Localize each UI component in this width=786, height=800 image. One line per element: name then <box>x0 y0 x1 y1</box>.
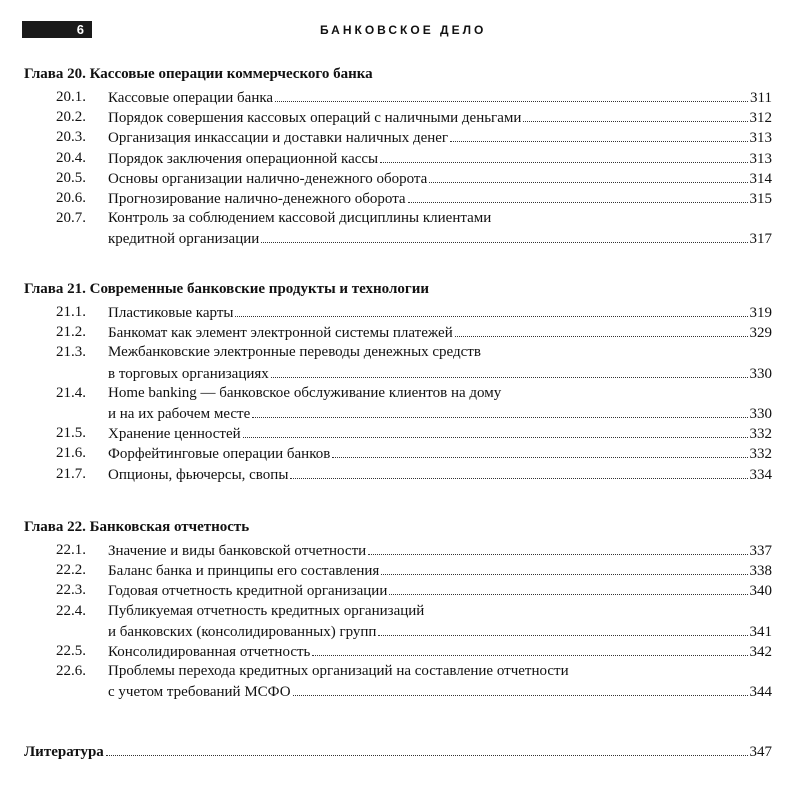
entry-number: 21.2. <box>56 324 86 341</box>
entry-leader-row <box>108 148 772 169</box>
entry-page-number: 341 <box>749 623 772 640</box>
entry-page-number: 314 <box>749 170 772 187</box>
entry-number: 22.3. <box>56 582 86 599</box>
chapter-title: Глава 20. Кассовые операции коммерческого банка <box>24 66 373 82</box>
entry-leader-row <box>108 443 772 464</box>
entry-title-line: Хранение ценностей <box>108 426 241 443</box>
entry-title-line: Порядок заключения операционной кассы <box>108 150 379 167</box>
entry-page-number: 317 <box>749 231 772 248</box>
entry-leader-row <box>108 423 772 444</box>
entry-leader-row <box>108 87 772 108</box>
entry-title-line: Годовая отчетность кредитной организации <box>108 583 388 600</box>
entry-number: 20.4. <box>56 149 86 166</box>
entry-title-line: Home banking — банковское обслуживание клиентов на дому <box>108 384 502 401</box>
entry-number: 21.6. <box>56 445 86 462</box>
entry-number: 20.6. <box>56 190 86 206</box>
entry-number: 22.2. <box>56 562 86 579</box>
entry-leader-row <box>108 302 772 323</box>
entry-title-line: Порядок совершения кассовых операций с наличными деньгами <box>108 110 522 127</box>
entry-title-line: Организация инкассации и доставки наличных денег <box>108 130 449 147</box>
entry-leader-row <box>108 580 772 601</box>
dot-leader <box>450 127 747 142</box>
entry-leader-row <box>108 681 772 702</box>
dot-leader <box>380 148 747 163</box>
dot-leader <box>243 423 748 438</box>
entry-page-number: 312 <box>749 110 772 127</box>
dot-leader <box>290 464 747 479</box>
entry-page-number: 338 <box>749 563 772 580</box>
entry-leader-row <box>108 107 772 128</box>
entry-number: 22.5. <box>56 643 86 659</box>
literature-entry <box>24 741 772 762</box>
entry-number: 20.3. <box>56 129 86 146</box>
entry-page-number: 311 <box>750 90 772 106</box>
page-header <box>20 21 766 41</box>
entry-number: 22.6. <box>56 663 86 680</box>
dot-leader <box>368 540 747 555</box>
dot-leader <box>408 188 748 203</box>
dot-leader <box>293 681 748 696</box>
entry-leader-row <box>108 403 772 424</box>
entry-title-line: Межбанковские электронные переводы денежных средств <box>108 344 481 361</box>
entry-title-line: Значение и виды банковской отчетности <box>108 543 367 559</box>
entry-number: 20.7. <box>56 210 86 227</box>
entry-title-line: Основы организации налично-денежного оборота <box>108 170 428 187</box>
entry-title-line: Публикуемая отчетность кредитных организаций <box>108 602 425 619</box>
entry-number: 21.1. <box>56 304 86 320</box>
literature-title: Литература <box>24 744 104 760</box>
dot-leader <box>332 443 747 458</box>
dot-leader <box>106 741 748 756</box>
entry-page-number: 344 <box>749 684 772 701</box>
entry-title-line: кредитной организации <box>108 231 260 248</box>
entry-number: 22.4. <box>56 602 86 619</box>
entry-page-number: 319 <box>749 305 772 321</box>
entry-page-number: 342 <box>749 644 772 660</box>
entry-page-number: 332 <box>749 426 772 443</box>
dot-leader <box>389 580 747 595</box>
entry-title-line: Прогнозирование налично-денежного оборота <box>108 191 406 207</box>
entry-leader-row <box>108 464 772 485</box>
entry-title-line: и банковских (консолидированных) групп <box>108 623 377 640</box>
entry-leader-row <box>108 168 772 189</box>
dot-leader <box>312 641 747 656</box>
entry-leader-row <box>108 188 772 209</box>
entry-leader-row <box>108 322 772 343</box>
entry-number: 22.1. <box>56 542 86 558</box>
entry-number: 20.5. <box>56 169 86 186</box>
entry-page-number: 313 <box>749 130 772 147</box>
chapter-title: Глава 22. Банковская отчетность <box>24 519 250 535</box>
entry-page-number: 329 <box>749 325 772 342</box>
entry-title-line: Проблемы перехода кредитных организаций на составление отчетности <box>108 663 569 680</box>
dot-leader <box>523 107 747 122</box>
entry-page-number: 334 <box>749 466 772 483</box>
dot-leader <box>275 87 748 102</box>
dot-leader <box>378 621 747 636</box>
entry-leader-row <box>108 127 772 148</box>
entry-page-number: 330 <box>749 365 772 382</box>
running-title: БАНКОВСКОЕ ДЕЛО <box>320 23 487 37</box>
entry-leader-row <box>108 560 772 581</box>
entry-page-number: 313 <box>749 150 772 167</box>
entry-number: 20.2. <box>56 109 86 126</box>
entry-title-line: и на их рабочем месте <box>108 405 251 422</box>
dot-leader <box>235 302 747 317</box>
entry-number: 21.5. <box>56 425 86 442</box>
page-number: 6 <box>22 21 92 38</box>
entry-page-number: 332 <box>749 446 772 463</box>
chapter-title: Глава 21. Современные банковские продукты и технологии <box>24 281 429 297</box>
entry-title-line: Кассовые операции банка <box>108 90 274 106</box>
entry-title-line: Пластиковые карты <box>108 305 234 321</box>
entry-number: 21.4. <box>56 384 86 401</box>
dot-leader <box>429 168 747 183</box>
entry-page-number: 330 <box>749 405 772 422</box>
dot-leader <box>252 403 747 418</box>
entry-title-line: Опционы, фьючерсы, свопы <box>108 466 289 483</box>
entry-title-line: Форфейтинговые операции банков <box>108 446 331 463</box>
entry-number: 21.7. <box>56 465 86 482</box>
entry-leader-row <box>108 621 772 642</box>
entry-title-line: с учетом требований МСФО <box>108 684 291 701</box>
entry-leader-row <box>108 540 772 561</box>
dot-leader <box>381 560 747 575</box>
entry-title-line: в торговых организациях <box>108 365 269 382</box>
entry-number: 20.1. <box>56 89 86 105</box>
entry-number: 21.3. <box>56 344 86 361</box>
entry-title-line: Банкомат как элемент электронной системы платежей <box>108 325 453 342</box>
entry-leader-row <box>108 363 772 384</box>
dot-leader <box>271 363 748 378</box>
literature-page-number: 347 <box>749 744 772 760</box>
entry-title-line: Консолидированная отчетность <box>108 644 311 660</box>
entry-leader-row <box>108 228 772 249</box>
dot-leader <box>455 322 748 337</box>
entry-title-line: Контроль за соблюдением кассовой дисциплины клиентами <box>108 210 492 227</box>
dot-leader <box>261 228 747 243</box>
entry-title-line: Баланс банка и принципы его составления <box>108 563 380 580</box>
entry-leader-row <box>108 641 772 662</box>
entry-page-number: 340 <box>749 583 772 600</box>
entry-page-number: 315 <box>749 191 772 207</box>
entry-page-number: 337 <box>749 543 772 559</box>
